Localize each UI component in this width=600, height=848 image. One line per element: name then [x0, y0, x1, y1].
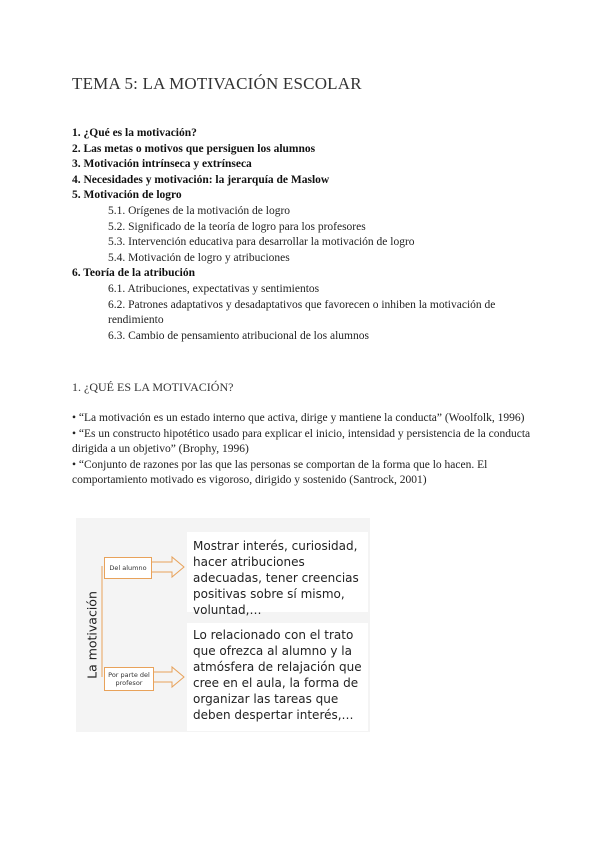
toc-main-item: 3. Motivación intrínseca y extrínseca: [72, 158, 252, 171]
toc-main-item: 4. Necesidades y motivación: la jerarquía de Maslow: [72, 173, 330, 186]
arrow-right-icon: [150, 557, 184, 577]
toc-sub-item: 6.3. Cambio de pensamiento atribucional de los alumnos: [108, 329, 369, 342]
definition-quote: • “Conjunto de razones por las que las personas se comportan de la forma que lo hacen. El comportamiento motivado es vigoroso, dirigido y sostenido (Santrock, 2001): [72, 458, 488, 486]
definitions-list: [72, 411, 532, 489]
branch-text-student: Mostrar interés, curiosidad, hacer atribuciones adecuadas, tener creencias positivas sobre sí mismo, voluntad,…: [187, 532, 368, 612]
toc-sub-item: 5.2. Significado de la teoría de logro para los profesores: [108, 220, 366, 233]
definition-quote: • “La motivación es un estado interno que activa, dirige y mantiene la conducta” (Woolfolk, 1996): [72, 412, 525, 424]
toc-main-item: 1. ¿Qué es la motivación?: [72, 127, 197, 139]
branch-text-teacher: Lo relacionado con el trato que ofrezca al alumno y la atmósfera de relajación que cree en el aula, la forma de organizar las tareas que deben despertar interés,…: [187, 623, 368, 731]
arrow-right-icon: [152, 667, 184, 687]
toc-sub-item: 5.3. Intervención educativa para desarrollar la motivación de logro: [108, 236, 415, 249]
branch-label-student: Del alumno: [104, 557, 152, 579]
page-title: TEMA 5: LA MOTIVACIÓN ESCOLAR: [72, 74, 362, 93]
table-of-contents: [72, 126, 532, 344]
toc-main-item: 2. Las metas o motivos que persiguen los alumnos: [72, 142, 316, 155]
toc-sub-item: 5.1. Orígenes de la motivación de logro: [108, 204, 291, 217]
diagram-root-label: La motivación: [84, 591, 100, 679]
toc-main-item: 6. Teoría de la atribución: [72, 267, 195, 280]
toc-sub-item: 5.4. Motivación de logro y atribuciones: [108, 251, 290, 264]
toc-sub-item: 6.1. Atribuciones, expectativas y sentimientos: [108, 282, 320, 295]
branch-label-teacher: Por parte del profesor: [104, 667, 154, 691]
definition-quote: • “Es un constructo hipotético usado para explicar el inicio, intensidad y persistencia de la conducta dirigida a un objetivo” (Brophy, 1996): [72, 427, 531, 455]
toc-main-item: 5. Motivación de logro: [72, 189, 182, 202]
section-heading: 1. ¿QUÉ ES LA MOTIVACIÓN?: [72, 380, 234, 394]
toc-sub-item: 6.2. Patrones adaptativos y desadaptativos que favorecen o inhiben la motivación de rendimiento: [108, 298, 496, 327]
